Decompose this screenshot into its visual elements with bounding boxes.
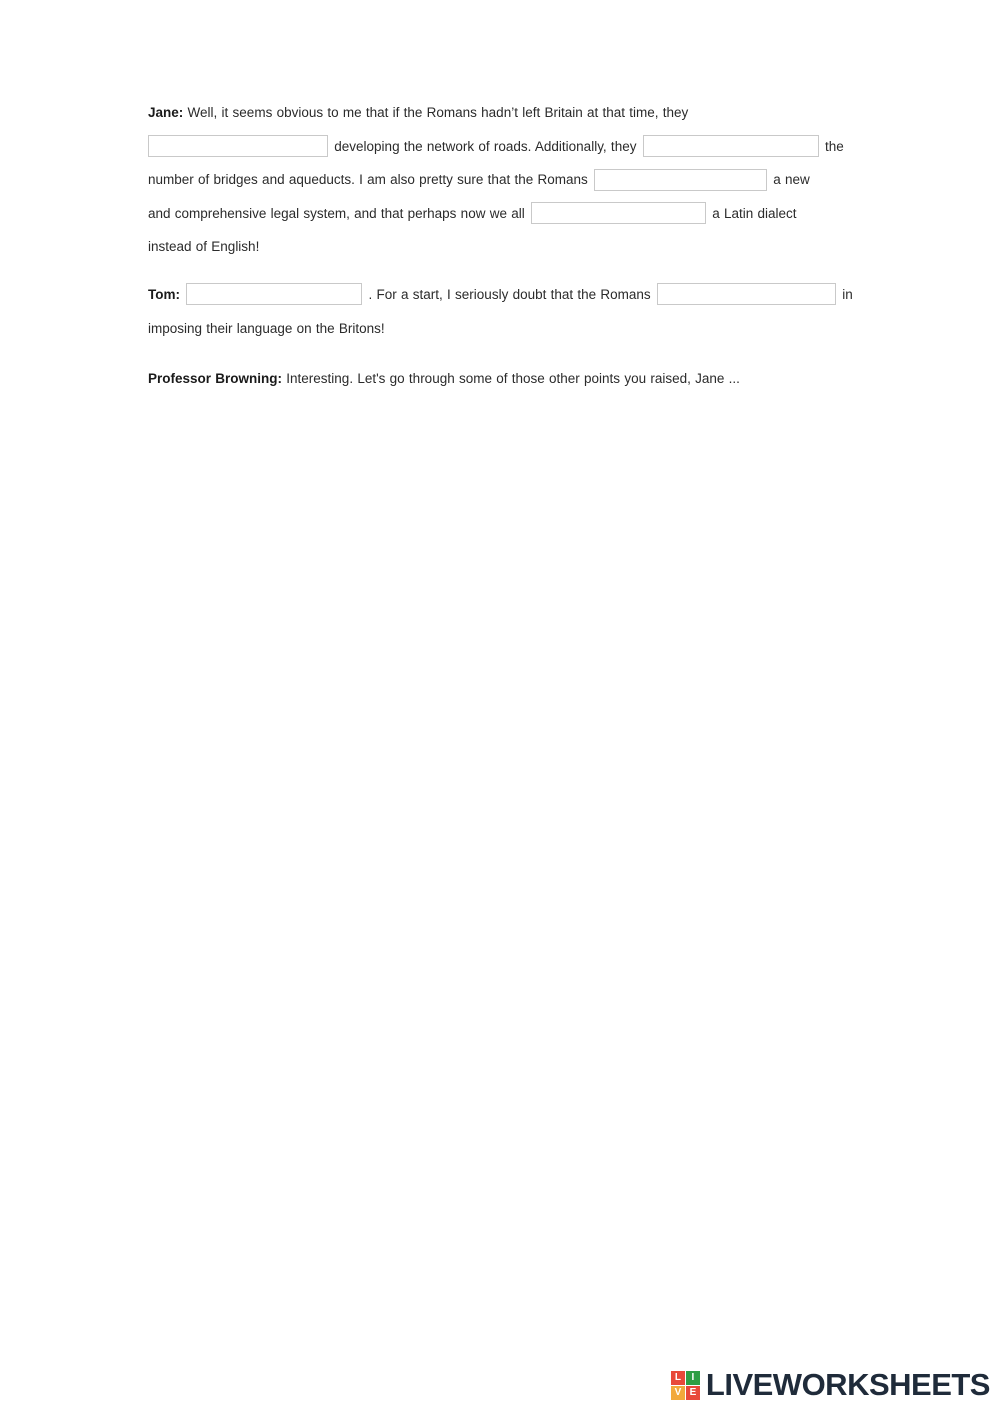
jane-text-8: instead of English! — [148, 239, 260, 255]
speaker-label-professor: Professor Browning: — [148, 371, 283, 387]
tom-text-2: in — [842, 286, 853, 302]
logo-wordmark: LIVEWORKSHEETS — [705, 1367, 990, 1402]
jane-text-7: a Latin dialect — [712, 205, 797, 221]
logo-letter-l: L — [671, 1371, 685, 1385]
professor-text-1: Interesting. Let's go through some of those other points you raised, Jane ... — [286, 371, 740, 387]
logo-letter-i: I — [686, 1371, 700, 1385]
logo-letter-v: V — [671, 1386, 685, 1400]
tom-text-3: imposing their language on the Britons! — [148, 320, 385, 336]
fill-blank-5[interactable] — [186, 283, 362, 305]
dialogue-paragraph-jane — [148, 96, 888, 264]
dialogue-paragraph-professor — [148, 362, 888, 396]
speaker-label-tom: Tom: — [148, 286, 180, 302]
worksheet-content — [148, 96, 888, 396]
logo-letter-e: E — [686, 1386, 700, 1400]
fill-blank-6[interactable] — [657, 283, 836, 305]
tom-text-1: . For a start, I seriously doubt that the Romans — [368, 286, 651, 302]
jane-text-3: the — [825, 138, 844, 154]
fill-blank-4[interactable] — [531, 202, 706, 224]
jane-text-1: Well, it seems obvious to me that if the Romans hadn’t left Britain at that time, they — [187, 105, 689, 120]
jane-text-5: a new — [773, 172, 810, 188]
speaker-label-jane: Jane: — [148, 105, 184, 120]
liveworksheets-logo — [671, 1367, 990, 1403]
dialogue-paragraph-tom — [148, 278, 888, 345]
liveworksheets-logo-mark — [671, 1371, 700, 1400]
fill-blank-3[interactable] — [594, 169, 767, 191]
fill-blank-2[interactable] — [643, 135, 819, 157]
jane-text-6: and comprehensive legal system, and that perhaps now we all — [148, 205, 525, 221]
fill-blank-1[interactable] — [148, 135, 328, 157]
jane-text-2: developing the network of roads. Additionally, they — [334, 138, 637, 154]
jane-text-4: number of bridges and aqueducts. I am also pretty sure that the Romans — [148, 172, 588, 188]
